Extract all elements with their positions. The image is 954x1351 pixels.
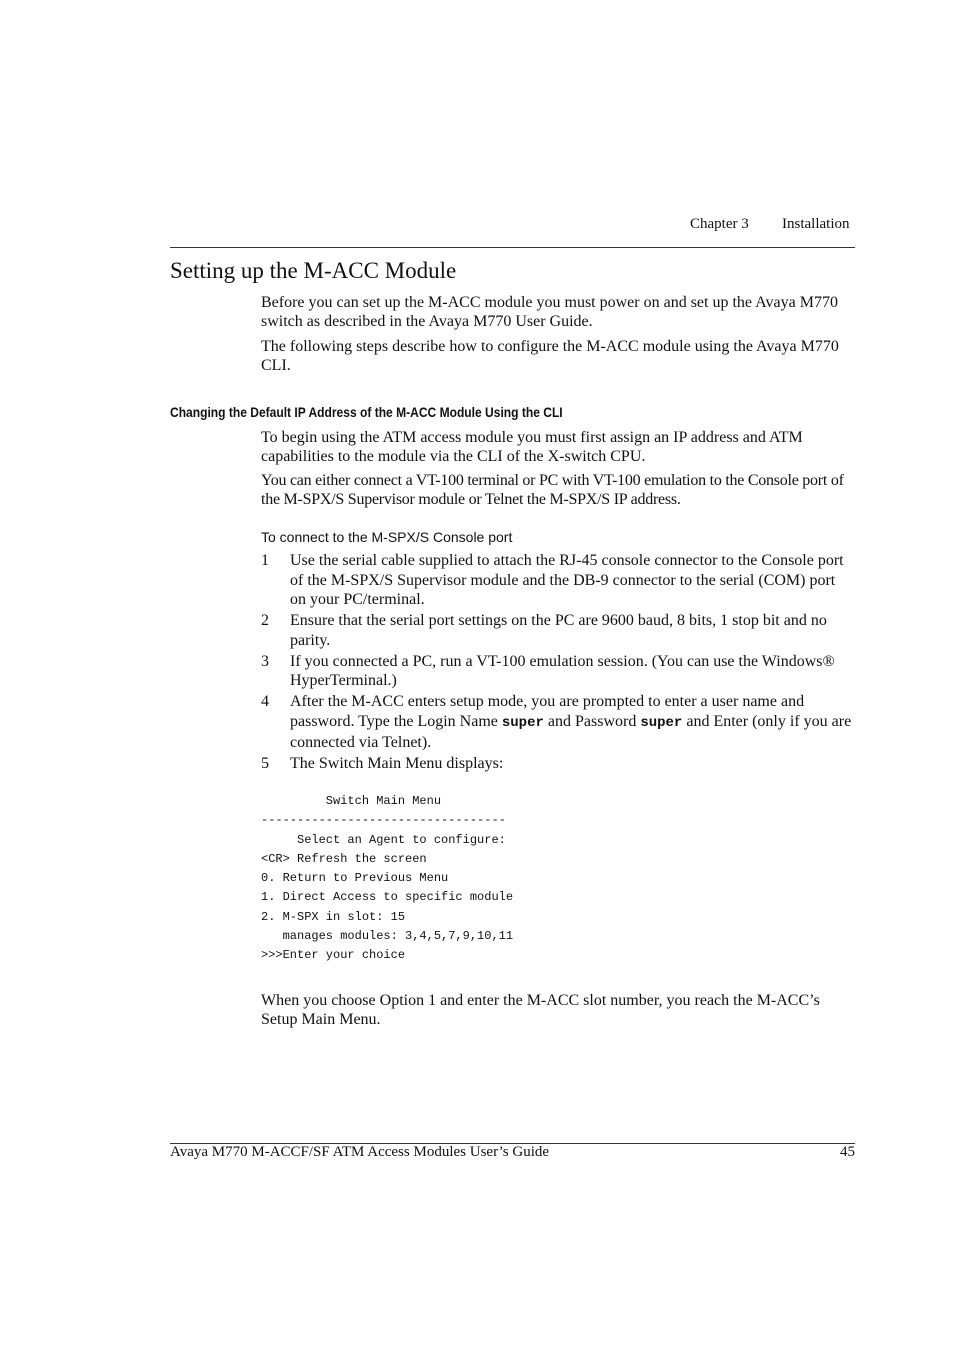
page-number: 45 <box>840 1144 855 1160</box>
console-line: Select an Agent to configure: <box>261 832 506 847</box>
step-number: 4 <box>261 693 269 710</box>
step-number: 2 <box>261 612 269 629</box>
header-section: Installation <box>782 216 850 232</box>
step-5 <box>261 754 855 774</box>
step-text: Ensure that the serial port settings on the PC are 9600 baud, 8 bits, 1 stop bit and no parity. <box>290 612 827 649</box>
subheading: Changing the Default IP Address of the M-ACC Module Using the CLI <box>170 404 563 420</box>
body-paragraph: To begin using the ATM access module you must first assign an IP address and ATM capabilities to the module via the CLI of the X-switch CPU. <box>261 429 803 465</box>
step-1 <box>261 551 855 610</box>
header-chapter: Chapter 3 <box>690 216 749 232</box>
step-4 <box>261 692 855 753</box>
step-number: 3 <box>261 652 269 670</box>
console-line: ---------------------------------- <box>261 813 506 828</box>
console-output <box>261 792 513 966</box>
console-line: >>>Enter your choice <box>261 948 406 963</box>
console-line: Switch Main Menu <box>261 794 442 808</box>
procedure-title: To connect to the M-SPX/S Console port <box>261 529 513 545</box>
footer-title: Avaya M770 M-ACCF/SF ATM Access Modules User’s Guide <box>170 1144 550 1160</box>
intro-paragraph: Before you can set up the M-ACC module you must power on and set up the Avaya M770 switch as described in the Avaya M770 User Guide. <box>261 294 838 330</box>
steps-list <box>261 551 855 775</box>
step-number: 1 <box>261 552 269 569</box>
header-rule <box>170 247 855 248</box>
step-2 <box>261 611 855 650</box>
step-text: Use the serial cable supplied to attach the RJ-45 console connector to the Console port of the M-SPX/S Supervisor module and the DB-9 connector to the serial (COM) port on your PC/terminal. <box>290 552 844 608</box>
step-text: and Enter (only if you are connected via Telnet). <box>290 712 852 751</box>
console-line: manages modules: 3,4,5,7,9,10,11 <box>261 929 514 944</box>
body-paragraph: You can either connect a VT-100 terminal or PC with VT-100 emulation to the Console port of the M-SPX/S Supervisor module or Telnet the M-SPX/S IP address. <box>261 472 844 508</box>
step-text: The Switch Main Menu displays: <box>290 755 504 772</box>
intro-paragraph: The following steps describe how to configure the M-ACC module using the Avaya M770 CLI. <box>261 338 839 374</box>
section-title: Setting up the M-ACC Module <box>170 258 457 283</box>
console-line: <CR> Refresh the screen <box>261 851 427 866</box>
login-name-code: super <box>501 714 544 731</box>
console-line: 1. Direct Access to specific module <box>261 890 514 905</box>
password-code: super <box>640 714 683 731</box>
closing-paragraph: When you choose Option 1 and enter the M-ACC slot number, you reach the M-ACC’s Setup Main Menu. <box>261 992 820 1028</box>
step-text: and Password <box>543 712 641 730</box>
step-3 <box>261 652 855 691</box>
step-text: If you connected a PC, run a VT-100 emulation session. (You can use the Windows® HyperTerminal.) <box>290 652 835 689</box>
console-line: 2. M-SPX in slot: 15 <box>261 909 406 924</box>
step-text: After the M-ACC enters setup mode, you are prompted to enter a user name and password. Type the Login Name <box>290 693 805 730</box>
console-line: 0. Return to Previous Menu <box>261 871 449 886</box>
step-number: 5 <box>261 755 269 772</box>
